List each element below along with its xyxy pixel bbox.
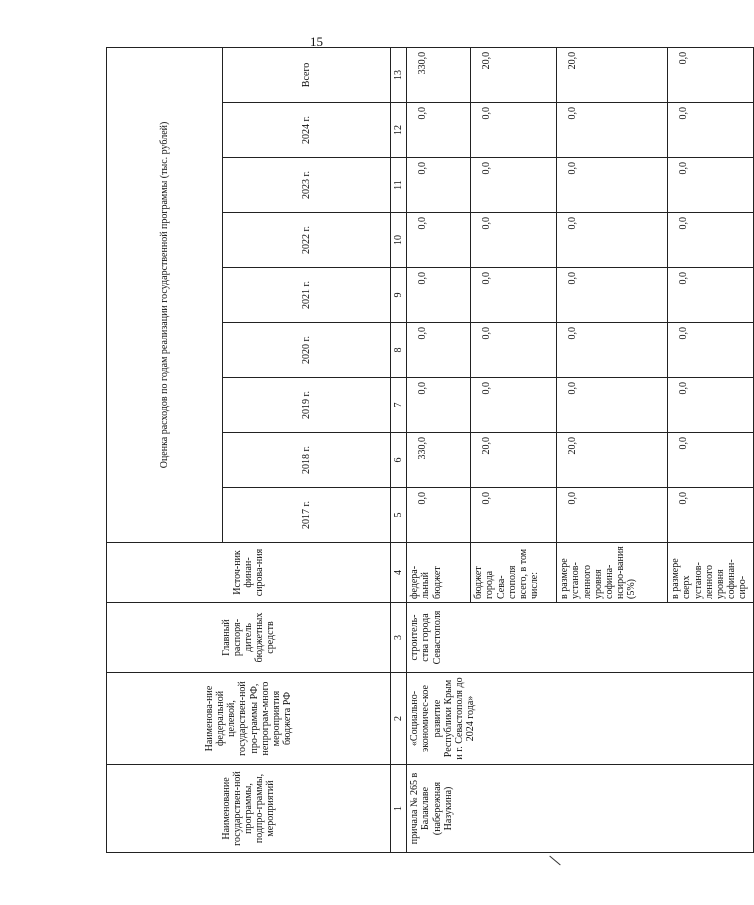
- value-cell: 0,0: [557, 158, 668, 213]
- header-chief-manager: Главный распоря-дитель бюджетных средств: [107, 603, 391, 673]
- column-number: 5: [391, 488, 407, 543]
- value-cell: 0,0: [668, 268, 754, 323]
- column-number: 4: [391, 543, 407, 603]
- value-cell: 0,0: [407, 158, 471, 213]
- value-cell: 0,0: [407, 378, 471, 433]
- value-cell: 0,0: [557, 213, 668, 268]
- value-cell: 20,0: [471, 433, 557, 488]
- column-number: 8: [391, 323, 407, 378]
- value-cell: 330,0: [407, 433, 471, 488]
- column-number: 10: [391, 213, 407, 268]
- value-cell: 0,0: [557, 268, 668, 323]
- column-number: 13: [391, 47, 407, 102]
- header-year: 2022 г.: [223, 213, 391, 268]
- header-year: 2018 г.: [223, 433, 391, 488]
- column-number: 7: [391, 378, 407, 433]
- value-cell: 0,0: [471, 103, 557, 158]
- header-expense-estimate: Оценка расходов по годам реализации государственной программы (тыс. рублей): [107, 47, 223, 542]
- value-cell: 0,0: [407, 268, 471, 323]
- value-cell-total: 330,0: [407, 47, 471, 102]
- value-cell: 0,0: [407, 488, 471, 543]
- header-total: Всего: [223, 47, 391, 102]
- column-number: 1: [391, 765, 407, 853]
- pen-mark: [549, 856, 560, 866]
- header-year: 2020 г.: [223, 323, 391, 378]
- value-cell: 0,0: [471, 488, 557, 543]
- value-cell-total: 20,0: [557, 47, 668, 102]
- header-federal-program: Наименова-ние федеральной целевой, государствен-ной про-граммы РФ, непрограм-много мероприятия бюджета РФ: [107, 673, 391, 765]
- column-number: 9: [391, 268, 407, 323]
- header-year: 2024 г.: [223, 103, 391, 158]
- funding-source-cell: в размере установ-ленного уровня софина-нсиро-вания (5%): [557, 543, 668, 603]
- header-program-name: Наименование государствен-ной программы, подпро-граммы, мероприятий: [107, 765, 391, 853]
- header-year: 2017 г.: [223, 488, 391, 543]
- value-cell-total: 20,0: [471, 47, 557, 102]
- value-cell: 0,0: [407, 103, 471, 158]
- header-year: 2021 г.: [223, 268, 391, 323]
- value-cell: 0,0: [557, 103, 668, 158]
- data-row: [407, 47, 471, 852]
- budget-table-container: [106, 48, 749, 853]
- value-cell: 0,0: [668, 323, 754, 378]
- value-cell: 0,0: [407, 323, 471, 378]
- value-cell: 0,0: [668, 488, 754, 543]
- value-cell: 0,0: [668, 158, 754, 213]
- funding-source-cell: бюджет города Сева-стополя всего, в том числе:: [471, 543, 557, 603]
- value-cell: 0,0: [471, 158, 557, 213]
- column-number: 11: [391, 158, 407, 213]
- program-name-cell: причала № 265 в Балаклаве (набережная Назукина): [407, 765, 754, 853]
- value-cell: 20,0: [557, 433, 668, 488]
- value-cell: 0,0: [557, 323, 668, 378]
- value-cell: 0,0: [471, 323, 557, 378]
- column-number: 2: [391, 673, 407, 765]
- header-row-group: [107, 47, 223, 852]
- value-cell: 0,0: [668, 433, 754, 488]
- column-number: 3: [391, 603, 407, 673]
- header-funding-source: Источ-ник финан-сирова-ния: [107, 543, 391, 603]
- budget-table: [106, 47, 754, 853]
- column-number: 6: [391, 433, 407, 488]
- value-cell: 0,0: [471, 213, 557, 268]
- header-year: 2019 г.: [223, 378, 391, 433]
- funding-source-cell: федера-льный бюджет: [407, 543, 471, 603]
- value-cell: 0,0: [471, 378, 557, 433]
- page-number: 15: [310, 34, 323, 49]
- rotated-page-content: [106, 48, 749, 853]
- federal-program-cell: «Социально-экономичес-кое развитие Республики Крым и г. Севастополя до 2024 года»: [407, 673, 754, 765]
- value-cell-total: 0,0: [668, 47, 754, 102]
- value-cell: 0,0: [668, 103, 754, 158]
- value-cell: 0,0: [557, 378, 668, 433]
- value-cell: 0,0: [407, 213, 471, 268]
- value-cell: 0,0: [668, 213, 754, 268]
- chief-manager-cell: строитель-ства города Севастополя: [407, 603, 754, 673]
- header-year: 2023 г.: [223, 158, 391, 213]
- value-cell: 0,0: [557, 488, 668, 543]
- column-number: 12: [391, 103, 407, 158]
- value-cell: 0,0: [668, 378, 754, 433]
- column-numbers-row: [391, 47, 407, 852]
- value-cell: 0,0: [471, 268, 557, 323]
- funding-source-cell: в размере сверх установ-ленного уровня софинан-сиро-: [668, 543, 754, 603]
